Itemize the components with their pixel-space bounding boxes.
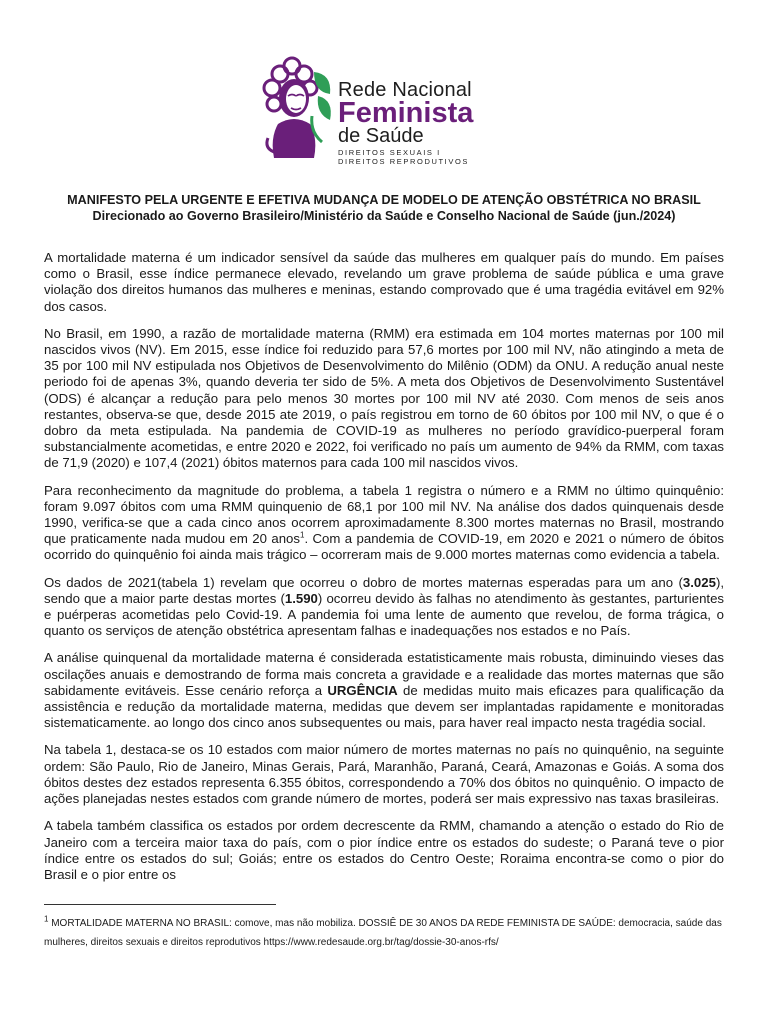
paragraph-1: A mortalidade materna é um indicador sensível da saúde das mulheres em qualquer país do mundo. Em países como o Brasil, esse índice permanece elevado, revelando um grave problema de saúde pública e uma grave violação dos direitos humanos das mulheres e meninas, estando comprovado que é uma tragédia evitável em 92% dos casos. bbox=[44, 250, 724, 314]
footnote-marker: 1 bbox=[44, 914, 49, 924]
logo-tagline-1: DIREITOS SEXUAIS I bbox=[338, 148, 441, 157]
paragraph-4-bold-2: 1.590 bbox=[284, 590, 318, 606]
logo-line-2: Feminista bbox=[338, 97, 474, 129]
paragraph-5-bold: URGÊNCIA bbox=[327, 682, 398, 698]
footnote bbox=[44, 914, 724, 952]
logo-tagline bbox=[338, 149, 473, 166]
logo-figure-icon bbox=[258, 52, 340, 164]
paragraph-4-bold-1: 3.025 bbox=[682, 574, 716, 590]
document-body bbox=[44, 250, 724, 894]
paragraph-3 bbox=[44, 483, 724, 564]
paragraph-4-text-a: Os dados de 2021(tabela 1) revelam que ocorreu o dobro de mortes maternas esperadas para um ano ( bbox=[44, 574, 683, 590]
paragraph-4-text-b: ), sendo que a maior parte destas mortes ( bbox=[44, 574, 724, 606]
logo-tagline-2: DIREITOS REPRODUTIVOS bbox=[338, 156, 469, 166]
paragraph-5 bbox=[44, 650, 724, 731]
logo bbox=[258, 52, 508, 164]
logo-line-3: de Saúde bbox=[338, 125, 424, 147]
paragraph-5-text-b: de medidas muito mais eficazes para qualificação da assistência e redução da mortalidade materna, medidas que devem ser implantadas rapidamente e monitoradas sistematicamente. ao longo dos cinco anos subsequentes ou mais, para haver real impacto nesta tragédia social. bbox=[44, 682, 724, 731]
logo-line-1: Rede Nacional bbox=[338, 79, 472, 101]
footnote-reference[interactable]: 1 bbox=[299, 530, 305, 540]
paragraph-7: A tabela também classifica os estados por ordem decrescente da RMM, chamando a atenção o estado do Rio de Janeiro com a terceira maior taxa do país, com o pior índice entre os estados do sudeste; o Paraná teve o pior índice entre os estados do sul; Goiás; entre os estados do Centro Oeste; Roraima encontra-se como o pior do Brasil e o pior entre os bbox=[44, 818, 724, 882]
paragraph-3-text-b: . Com a pandemia de COVID-19, em 2020 e 2021 o número de óbitos ocorrido do quinquênio foi ainda mais trágico – ocorreram mais de 9.000 mortes maternas como evidencia a tabela. bbox=[44, 531, 724, 563]
paragraph-4-text-c: ) ocorreu devido às falhas no atendimento às gestantes, parturientes e puérperas acometidas pelo Covid-19. A pandemia foi uma lente de aumento que revelou, de forma trágica, o quanto os serviços de atenção obstétrica apresentam falhas e inadequações nos estados e no País. bbox=[44, 590, 724, 639]
footnote-text: MORTALIDADE MATERNA NO BRASIL: comove, mas não mobiliza. DOSSIÊ DE 30 ANOS DA REDE FEMINISTA DE SAÚDE: democracia, saúde das mulheres, direitos sexuais e direitos reprodutivos https://www.redesaude.org.br/tag/dossie-30-anos-rfs/ bbox=[44, 918, 722, 948]
document-subtitle: Direcionado ao Governo Brasileiro/Ministério da Saúde e Conselho Nacional de Saúde (jun./2024) bbox=[92, 209, 676, 223]
paragraph-2: No Brasil, em 1990, a razão de mortalidade materna (RMM) era estimada em 104 mortes maternas por 100 mil nascidos vivos (NV). Em 2015, esse índice foi reduzido para 57,6 mortes por 100 mil NV, não atingindo a meta de 35 por 100 mil NV estipulada nos Objetivos de Desenvolvimento do Milênio (ODM) da ONU. A redução anual neste periodo foi de apenas 3%, quando deveria ter sido de 5%. A meta dos Objetivos de Desenvolvimento Sustentável (ODS) é alcançar a redução para pelo menos 30 mortes por 100 mil NV até 2030. Com menos de seis anos restantes, observa-se que, desde 2015 ate 2019, o país registrou em torno de 60 óbitos por 100 mil NV, o que é o dobro da meta estipulada. Na pandemia de COVID-19 as mulheres no período gravídico-puerperal foram substancialmente acometidas, e entre 2020 e 2022, foi verificado no país um aumento de 94% da RMM, com taxas de 71,9 (2020) e 107,4 (2021) óbitos maternos para cada 100 mil nascidos vivos. bbox=[44, 325, 724, 471]
paragraph-6: Na tabela 1, destaca-se os 10 estados com maior número de mortes maternas no país no quinquênio, na seguinte ordem: São Paulo, Rio de Janeiro, Minas Gerais, Pará, Maranhão, Paraná, Ceará, Amazonas e Goiás. A soma dos óbitos destes dez estados representa 6.355 óbitos, correspondendo a 70% dos óbitos no quinquênio. O impacto de ações planejadas nestes estados com grande número de mortes, poderá ser mais expressivo nas taxas brasileiras. bbox=[44, 742, 724, 807]
paragraph-5-text-a: A análise quinquenal da mortalidade materna é considerada estatisticamente mais robusta, diminuindo vieses das oscilações anuais e demostrando de forma mais concreta a gravidade e a realidade das mortes maternas que são sabidamente evitáveis. Esse cenário reforça a bbox=[44, 650, 724, 698]
footnote-divider bbox=[44, 904, 276, 905]
document-title: MANIFESTO PELA URGENTE E EFETIVA MUDANÇA DE MODELO DE ATENÇÃO OBSTÉTRICA NO BRASIL bbox=[67, 193, 701, 207]
paragraph-3-text-a: Para reconhecimento da magnitude do problema, a tabela 1 registra o número e a RMM no último quinquênio: foram 9.097 óbitos com uma RMM quinquenio de 68,1 por 100 mil NV. Na análise dos dados quinquenais desde 1990, verifica-se que a cada cinco anos ocorrem aproximadamente 8.300 mortes maternas no Brasil, mostrando que praticamente nada mudou em 20 anos bbox=[44, 482, 724, 547]
paragraph-4 bbox=[44, 575, 724, 640]
